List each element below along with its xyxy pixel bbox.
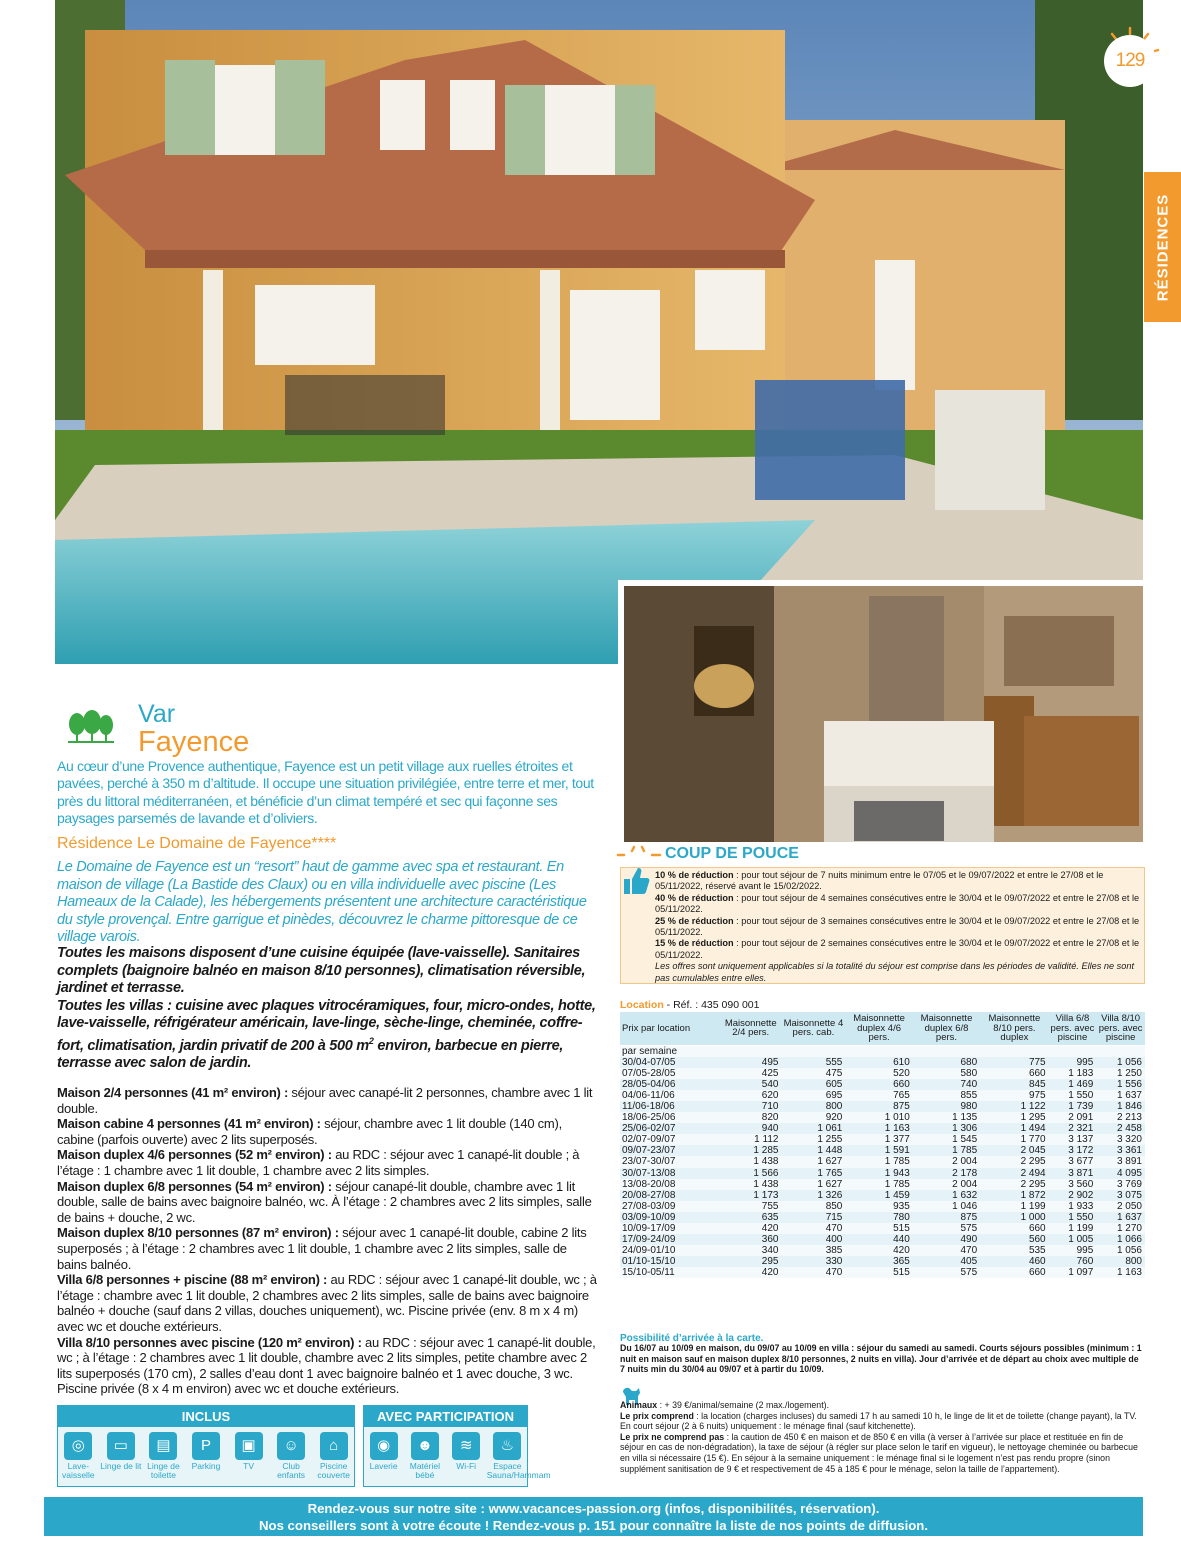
lodging-text: séjour avec 1 canapé-lit double, cabine 2 lits superposés ; à l’étage : 2 chambres avec 1 lit double, 1 chambre avec 2 lits simples, salle de bains balnéo.	[57, 1225, 587, 1272]
table-header: Prix par location	[620, 1012, 720, 1045]
table-cell: 975	[980, 1090, 1048, 1101]
city-title: Fayence	[138, 726, 250, 758]
table-cell: 845	[980, 1079, 1048, 1090]
table-cell: 2 458	[1096, 1123, 1145, 1134]
amenity-label: TV	[243, 1461, 254, 1471]
table-cell: 660	[980, 1223, 1048, 1234]
table-cell: 605	[781, 1079, 845, 1090]
table-cell: 09/07-23/07	[620, 1145, 720, 1156]
offer-title: 40 % de réduction	[655, 892, 734, 903]
table-cell: 1 566	[720, 1168, 781, 1179]
table-cell: 1 637	[1096, 1090, 1145, 1101]
table-cell: 935	[845, 1201, 912, 1212]
amenity-item	[404, 1432, 445, 1480]
arrival-text: Du 16/07 au 10/09 en maison, du 09/07 au 10/09 en villa : séjour du samedi au samedi. Courts séjours possibles (minimum : 1 nuit en maison sauf en maison duplex 8/10 personnes, 2 nuits en villa). Jour d’arrivée et de départ au choix avec multiple de 7 nuits min du 30/04 au 09/07 et à partir du 10/09.	[620, 1343, 1142, 1375]
table-cell: 1 270	[1096, 1223, 1145, 1234]
table-cell: 470	[913, 1245, 980, 1256]
offer-text: : pour tout séjour de 7 nuits minimum entre le 07/05 et le 09/07/2022 et entre le 27/08 et le 05/11/2022, réservé avant le 15/02/2022.	[655, 870, 1104, 892]
table-cell: 1 066	[1096, 1234, 1145, 1245]
table-cell: 3 560	[1049, 1179, 1097, 1190]
lodging-descriptions	[57, 1085, 597, 1397]
table-cell: 515	[845, 1267, 912, 1278]
thumbs-up-icon	[622, 866, 650, 896]
offer-item	[655, 938, 1141, 961]
info-item	[620, 1400, 1145, 1411]
amenity-item	[100, 1432, 143, 1471]
footer-line2: Nos conseillers sont à votre écoute ! Rendez-vous p. 151 pour connaître la liste de nos points de diffusion.	[258, 1518, 929, 1533]
table-cell: 820	[720, 1112, 781, 1123]
amenity-label: Lave-vaisselle	[61, 1461, 95, 1480]
table-cell: 02/07-09/07	[620, 1134, 720, 1145]
table-row	[620, 1223, 1145, 1234]
arrival-title: Possibilité d’arrivée à la carte.	[620, 1333, 764, 1344]
table-cell: 765	[845, 1090, 912, 1101]
table-cell: 3 172	[1049, 1145, 1097, 1156]
table-cell: 1 438	[720, 1156, 781, 1167]
table-cell: 3 677	[1049, 1156, 1097, 1167]
table-cell: 1 255	[781, 1134, 845, 1145]
table-cell: 1 591	[845, 1145, 912, 1156]
table-cell: 1 545	[913, 1134, 980, 1145]
lodging-text: au RDC : séjour avec 1 canapé-lit double, wc ; à l’étage : 2 chambres avec 1 lit double, chambre avec 2 lits simples, petite chambre avec 2 lits superposés (170 cm), 2 salles d’eau dont 1 avec baignoire balnéo et 1 avec douche, 3 wc. Piscine privée (8 x 4 m environ) avec wc et douche extérieurs.	[57, 1334, 596, 1397]
lodging-item	[57, 1179, 597, 1226]
offer-title: 10 % de réduction	[655, 870, 734, 880]
table-cell: 405	[913, 1256, 980, 1267]
amenity-label: Club enfants	[277, 1461, 306, 1480]
table-cell: 2 213	[1096, 1112, 1145, 1123]
table-cell: 295	[720, 1256, 781, 1267]
table-cell: 995	[1049, 1245, 1097, 1256]
residence-title: Résidence Le Domaine de Fayence****	[57, 835, 337, 852]
table-cell: 475	[781, 1068, 845, 1079]
table-cell: 715	[781, 1212, 845, 1223]
table-cell: 980	[913, 1101, 980, 1112]
offer-title: 15 % de réduction	[655, 938, 734, 949]
table-cell: 1 285	[720, 1145, 781, 1156]
table-cell: 425	[720, 1068, 781, 1079]
table-cell: 1 135	[913, 1112, 980, 1123]
table-row	[620, 1156, 1145, 1167]
spa-photo	[618, 580, 1143, 842]
villas-equipment: Toutes les villas : cuisine avec plaques vitrocéramiques, four, micro-ondes, hotte, lave-vaisselle, réfrigérateur américain, lave-linge, sèche-linge, cheminée, coffre-fort, climatisation, jardin privatif de 200 à 500 $m^2$ environ, barbecue en pierre, terrasse avec salon de jardin.	[57, 997, 596, 1072]
table-cell: 1 326	[781, 1190, 845, 1201]
table-cell: 695	[781, 1090, 845, 1101]
table-cell: 1 448	[781, 1145, 845, 1156]
section-tab-label: RÉSIDENCES	[1154, 193, 1171, 301]
lodging-text: séjour, chambre avec 1 lit double (140 cm), cabine (parfois ouverte) avec 2 lits superposés.	[57, 1116, 562, 1147]
amenity-item	[227, 1432, 270, 1471]
table-cell: 1 627	[781, 1156, 845, 1167]
table-cell: 1 173	[720, 1190, 781, 1201]
table-cell: 560	[980, 1234, 1048, 1245]
table-cell: 27/08-03/09	[620, 1201, 720, 1212]
table-row	[620, 1112, 1145, 1123]
table-cell: 1 163	[1096, 1267, 1145, 1278]
table-cell: 2 295	[980, 1179, 1048, 1190]
info-item	[620, 1411, 1145, 1432]
table-cell: 1 550	[1049, 1212, 1097, 1223]
sparks-icon	[614, 845, 662, 859]
lodging-item	[57, 1085, 597, 1116]
table-cell: 460	[980, 1256, 1048, 1267]
info-title: Animaux	[620, 1400, 658, 1410]
amenity-label: Espace Sauna/Hammam	[486, 1461, 551, 1480]
table-cell: 1 438	[720, 1179, 781, 1190]
table-cell: 385	[781, 1245, 845, 1256]
table-cell: 755	[720, 1201, 781, 1212]
table-cell: 17/09-24/09	[620, 1234, 720, 1245]
table-row	[620, 1168, 1145, 1179]
table-cell: 575	[913, 1267, 980, 1278]
table-cell: 3 871	[1049, 1168, 1097, 1179]
table-row	[620, 1201, 1145, 1212]
table-header: Maisonnette duplex 4/6 pers.	[845, 1012, 912, 1045]
table-row	[620, 1068, 1145, 1079]
table-cell: 1 785	[845, 1179, 912, 1190]
table-cell: 580	[913, 1068, 980, 1079]
table-cell: 1 061	[781, 1123, 845, 1134]
lodging-text: séjour canapé-lit double, chambre avec 1 lit double, salle de bains avec baignoire balnéo, wc. À l’étage : 2 chambres avec 2 lits simples, salle de bains + douche, 2 wc.	[57, 1178, 592, 1225]
table-cell: 3 361	[1096, 1145, 1145, 1156]
offer-note: Les offres sont uniquement applicables si la totalité du séjour est comprise dans les périodes de validité. Elles ne sont pas cumulables entre elles.	[655, 961, 1135, 983]
table-cell: 440	[845, 1234, 912, 1245]
table-cell: 740	[913, 1079, 980, 1090]
table-cell: 1 494	[980, 1123, 1048, 1134]
price-info	[620, 1400, 1145, 1474]
table-cell: 1 097	[1049, 1267, 1097, 1278]
table-cell: 775	[980, 1057, 1048, 1068]
table-cell: 875	[845, 1101, 912, 1112]
amenity-item	[446, 1432, 487, 1471]
table-cell: 1 112	[720, 1134, 781, 1145]
table-cell: 1 872	[980, 1190, 1048, 1201]
lodging-item	[57, 1116, 597, 1147]
info-text: : la caution de 450 € en maison et de 850 € en villa (à verser à l’arrivée sur place et restituée en fin de séjour en cas de non-dégradation), la taxe de séjour (à régler sur place selon le tarif en vigueur), le nettoyage cheminée ou barbecue en villa si nécessaire (15 €). En séjour à la semaine uniquement : le ménage final si le logement n’est pas rendu propre (sinon supplément sanitisation de 9 € et respectivement de 45 à 185 € pour le ménage, selon la taille de l’appartement).	[620, 1431, 1138, 1474]
table-cell: 660	[845, 1079, 912, 1090]
info-title: Le prix comprend	[620, 1410, 694, 1421]
tv-icon: ▣	[235, 1432, 263, 1460]
amenity-item	[57, 1432, 100, 1480]
table-cell: 470	[781, 1223, 845, 1234]
lodging-item	[57, 1225, 597, 1272]
table-cell: 01/10-15/10	[620, 1256, 720, 1267]
lodging-item	[57, 1272, 597, 1334]
table-cell: 920	[781, 1112, 845, 1123]
table-cell: 610	[845, 1057, 912, 1068]
table-cell: 15/10-05/11	[620, 1267, 720, 1278]
avec-participation-title: AVEC PARTICIPATION	[363, 1405, 528, 1427]
table-cell: 420	[720, 1223, 781, 1234]
bed-linen-icon: ▭	[107, 1432, 135, 1460]
info-title: Le prix ne comprend pas	[620, 1431, 725, 1442]
table-row	[620, 1045, 1145, 1057]
table-cell: 535	[980, 1245, 1048, 1256]
offer-text: : pour tout séjour de 2 semaines consécutives entre le 30/04 et le 09/07/2022 et entre le 27/08 et le 05/11/2022.	[655, 938, 1140, 960]
table-cell: 2 004	[913, 1156, 980, 1167]
amenity-label: Matériel bébé	[409, 1461, 440, 1480]
main-photo-villa	[55, 0, 1143, 664]
table-cell: 03/09-10/09	[620, 1212, 720, 1223]
lodging-title: Maison duplex 6/8 personnes (54 m² environ) :	[57, 1178, 332, 1194]
table-cell: 3 891	[1096, 1156, 1145, 1167]
table-cell: 1 000	[980, 1212, 1048, 1223]
table-header: Villa 6/8 pers. avec piscine	[1050, 1013, 1095, 1043]
table-cell: 340	[720, 1245, 781, 1256]
table-cell: 2 494	[980, 1168, 1048, 1179]
table-cell: 420	[845, 1245, 912, 1256]
table-cell: 1 122	[980, 1101, 1048, 1112]
table-cell: 1 199	[1049, 1223, 1097, 1234]
table-cell: 1 632	[913, 1190, 980, 1201]
amenity-item	[312, 1432, 355, 1480]
table-row	[620, 1190, 1145, 1201]
table-cell: 515	[845, 1223, 912, 1234]
table-row	[620, 1267, 1145, 1278]
amenity-item	[363, 1432, 404, 1471]
offer-title: 25 % de réduction	[655, 915, 734, 926]
location-reference: Location - Réf. : 435 090 001	[620, 999, 760, 1011]
table-cell: 850	[781, 1201, 845, 1212]
table-cell: 680	[913, 1057, 980, 1068]
table-cell: 28/05-04/06	[620, 1079, 720, 1090]
lodging-text: au RDC : séjour avec 1 canapé-lit double ; à l’étage : 1 chambre avec 1 lit double, 1 chambre avec 2 lits simples.	[57, 1147, 580, 1178]
table-cell: 2 050	[1096, 1201, 1145, 1212]
table-cell: 18/06-25/06	[620, 1112, 720, 1123]
section-tab[interactable]	[1144, 172, 1181, 322]
table-cell: 365	[845, 1256, 912, 1267]
offer-item	[655, 893, 1141, 916]
table-cell: 360	[720, 1234, 781, 1245]
table-cell: 1 046	[913, 1201, 980, 1212]
table-cell: 1 770	[980, 1134, 1048, 1145]
table-cell: 490	[913, 1234, 980, 1245]
table-row	[620, 1179, 1145, 1190]
lodging-title: Maison cabine 4 personnes (41 m² environ) :	[57, 1116, 321, 1132]
lodging-title: Villa 8/10 personnes avec piscine (120 m² environ) :	[57, 1334, 362, 1350]
table-cell: 1 550	[1049, 1090, 1097, 1101]
sauna-icon: ♨	[493, 1432, 521, 1460]
coup-de-pouce-title: COUP DE POUCE	[665, 845, 799, 862]
table-cell: 1 306	[913, 1123, 980, 1134]
lodging-item	[57, 1335, 597, 1397]
table-cell: 2 045	[980, 1145, 1048, 1156]
table-cell: 635	[720, 1212, 781, 1223]
table-cell: 1 739	[1049, 1101, 1097, 1112]
table-row	[620, 1123, 1145, 1134]
table-row	[620, 1234, 1145, 1245]
amenity-item	[270, 1432, 313, 1480]
table-cell: 2 295	[980, 1156, 1048, 1167]
table-cell: 1 943	[845, 1168, 912, 1179]
towel-icon: ▤	[149, 1432, 177, 1460]
table-cell: 540	[720, 1079, 781, 1090]
coup-de-pouce-offers	[655, 870, 1141, 984]
table-cell: 2 321	[1049, 1123, 1097, 1134]
baby-gear-icon: ☻	[411, 1432, 439, 1460]
dishwasher-icon: ◎	[64, 1432, 92, 1460]
table-cell: 420	[720, 1267, 781, 1278]
table-cell: 2 091	[1049, 1112, 1097, 1123]
wifi-icon: ≋	[452, 1432, 480, 1460]
table-cell: 1 459	[845, 1190, 912, 1201]
table-cell: 3 075	[1096, 1190, 1145, 1201]
amenity-label: Piscine couverte	[317, 1461, 350, 1480]
table-row	[620, 1101, 1145, 1112]
table-header: Maisonnette 4 pers. cab.	[781, 1012, 845, 1045]
equipment-text	[57, 945, 602, 1073]
trees-icon	[66, 710, 116, 744]
table-cell: 30/04-07/05	[620, 1057, 720, 1068]
intro-text: Au cœur d’une Provence authentique, Fayence est un petit village aux ruelles étroites et pavées, perché à 350 m d’altitude. Il occupe une situation privilégiée, entre terre et mer, tout près du littoral méditerranéen, et bénéficie d’un climat tempéré et sec qui façonne ses paysages parsemés de lavande et d’oliviers.	[57, 758, 594, 827]
table-cell: 660	[980, 1267, 1048, 1278]
table-cell: 07/05-28/05	[620, 1068, 720, 1079]
maisons-equipment: Toutes les maisons disposent d’une cuisine équipée (lave-vaisselle). Sanitaires complets (baignoire balnéo en maison 8/10 personnes), climatisation réversible, jardinet et terrasse.	[57, 945, 586, 997]
table-row	[620, 1079, 1145, 1090]
table-cell: 575	[913, 1223, 980, 1234]
offer-item	[655, 870, 1141, 893]
table-cell: 30/07-13/08	[620, 1168, 720, 1179]
amenity-label: Parking	[191, 1461, 221, 1471]
table-cell: 400	[781, 1234, 845, 1245]
lodging-title: Villa 6/8 personnes + piscine (88 m² environ) :	[57, 1272, 328, 1288]
table-cell: 1 377	[845, 1134, 912, 1145]
table-cell: 1 556	[1096, 1079, 1145, 1090]
table-cell: 2 902	[1049, 1190, 1097, 1201]
table-cell: 1 005	[1049, 1234, 1097, 1245]
avec-participation-items	[363, 1430, 551, 1487]
table-cell: 555	[781, 1057, 845, 1068]
table-cell: 10/09-17/09	[620, 1223, 720, 1234]
info-item	[620, 1432, 1145, 1474]
table-cell: 1 765	[781, 1168, 845, 1179]
info-text: : + 39 €/animal/semaine (2 max./logement).	[657, 1400, 830, 1410]
offer-text: : pour tout séjour de 4 semaines consécutives entre le 30/04 et le 09/07/2022 et entre le 27/08 et le 05/11/2022.	[655, 892, 1140, 915]
kids-club-icon: ☺	[277, 1432, 305, 1460]
parking-icon: P	[192, 1432, 220, 1460]
table-cell: 800	[1096, 1256, 1145, 1267]
page-number: 129	[1104, 35, 1156, 87]
laundry-icon: ◉	[370, 1432, 398, 1460]
lodging-title: Maison duplex 8/10 personnes (87 m² environ) :	[57, 1225, 339, 1241]
inclus-items	[57, 1430, 355, 1487]
offer-text: : pour tout séjour de 3 semaines consécutives entre le 30/04 et le 09/07/2022 et entre le 27/08 et le 05/11/2022.	[655, 915, 1140, 938]
table-cell: 1 163	[845, 1123, 912, 1134]
table-cell: 855	[913, 1090, 980, 1101]
table-cell: 995	[1049, 1057, 1097, 1068]
table-cell: 4 095	[1096, 1168, 1145, 1179]
table-header: Maisonnette 8/10 pers. duplex	[980, 1012, 1048, 1045]
table-cell: 1 199	[980, 1201, 1048, 1212]
info-text: : la location (charges incluses) du samedi 17 h au samedi 10 h, le linge de lit et de toilette (change payant), la TV. En court séjour (2 à 6 nuits) uniquement : le ménage final (sauf kitchenette).	[620, 1410, 1137, 1432]
table-cell: 1 469	[1049, 1079, 1097, 1090]
table-cell: 23/07-30/07	[620, 1156, 720, 1167]
table-cell: 1 295	[980, 1112, 1048, 1123]
table-cell: 780	[845, 1212, 912, 1223]
lodging-title: Maison duplex 4/6 personnes (52 m² environ) :	[57, 1147, 332, 1163]
table-cell: 495	[720, 1057, 781, 1068]
table-cell: 800	[781, 1101, 845, 1112]
table-cell: 25/06-02/07	[620, 1123, 720, 1134]
table-cell: 2 178	[913, 1168, 980, 1179]
amenity-label: Linge de lit	[100, 1461, 142, 1471]
amenity-label: Wi-Fi	[456, 1461, 477, 1471]
table-cell: 13/08-20/08	[620, 1179, 720, 1190]
table-row	[620, 1256, 1145, 1267]
table-cell: 11/06-18/06	[620, 1101, 720, 1112]
table-cell: 520	[845, 1068, 912, 1079]
table-cell: 1 056	[1096, 1245, 1145, 1256]
table-cell: 1 637	[1096, 1212, 1145, 1223]
lodging-item	[57, 1147, 597, 1178]
table-cell: 2 004	[913, 1179, 980, 1190]
table-cell: 3 769	[1096, 1179, 1145, 1190]
lodging-text: séjour avec canapé-lit 2 personnes, chambre avec 1 lit double.	[57, 1085, 593, 1116]
table-cell: 470	[781, 1267, 845, 1278]
table-cell: 1 010	[845, 1112, 912, 1123]
table-cell: 620	[720, 1090, 781, 1101]
table-row	[620, 1134, 1145, 1145]
table-cell: 1 785	[913, 1145, 980, 1156]
pool-icon: ⌂	[320, 1432, 348, 1460]
table-header: Maisonnette 2/4 pers.	[720, 1012, 781, 1045]
table-cell: 1 627	[781, 1179, 845, 1190]
amenity-label: Laverie	[369, 1461, 398, 1471]
table-cell: 20/08-27/08	[620, 1190, 720, 1201]
table-cell: 3 137	[1049, 1134, 1097, 1145]
table-cell: 1 785	[845, 1156, 912, 1167]
table-cell: 1 183	[1049, 1068, 1097, 1079]
table-row	[620, 1245, 1145, 1256]
region-title: Var	[138, 700, 176, 728]
lodging-title: Maison 2/4 personnes (41 m² environ) :	[57, 1085, 289, 1100]
inclus-title: INCLUS	[57, 1405, 355, 1427]
amenity-item	[142, 1432, 185, 1480]
table-cell: 1 846	[1096, 1101, 1145, 1112]
table-cell: 660	[980, 1068, 1048, 1079]
table-row	[620, 1145, 1145, 1156]
table-header: Maisonnette duplex 6/8 pers.	[913, 1012, 980, 1045]
amenity-item	[185, 1432, 228, 1471]
table-cell: 1 056	[1096, 1057, 1145, 1068]
amenity-label: Linge de toilette	[147, 1461, 180, 1480]
table-header: Villa 8/10 pers. avec piscine	[1096, 1012, 1145, 1045]
table-cell: 1 933	[1049, 1201, 1097, 1212]
table-row	[620, 1212, 1145, 1223]
table-cell: 330	[781, 1256, 845, 1267]
table-cell: 875	[913, 1212, 980, 1223]
table-cell: 3 320	[1096, 1134, 1145, 1145]
footer-banner	[44, 1497, 1143, 1536]
amenity-item	[486, 1432, 551, 1480]
table-cell: 710	[720, 1101, 781, 1112]
table-cell: 24/09-01/10	[620, 1245, 720, 1256]
table-unit: par semaine	[620, 1045, 1145, 1057]
table-cell: 1 250	[1096, 1068, 1145, 1079]
table-row	[620, 1057, 1145, 1068]
lodging-text: au RDC : séjour avec 1 canapé-lit double, wc ; à l’étage : chambre avec 1 lit double, 2 chambres avec 2 lits simples, salle de bains avec baignoire balnéo + douche (sauf dans 2 villas, douches uniquement), wc. Piscine privée (env. 8 m x 4 m) avec wc et douche extérieurs.	[57, 1272, 597, 1334]
residence-description: Le Domaine de Fayence est un “resort” haut de gamme avec spa et restaurant. En maison de village (La Bastide des Claux) ou en villa individuelle avec piscine (Les Hameaux de la Calade), les hébergements présentent une architecture caractéristique du style provençal. Entre garrigue et pinèdes, découvrez le charme pittoresque de ce village varois.	[57, 859, 587, 946]
footer-line1[interactable]: Rendez-vous sur notre site : www.vacances-passion.org (infos, disponibilités, réservation).	[307, 1501, 880, 1516]
table-cell: 760	[1049, 1256, 1097, 1267]
offer-item	[655, 916, 1141, 939]
table-cell: 940	[720, 1123, 781, 1134]
price-table	[620, 1012, 1145, 1278]
table-row	[620, 1090, 1145, 1101]
table-cell: 04/06-11/06	[620, 1090, 720, 1101]
